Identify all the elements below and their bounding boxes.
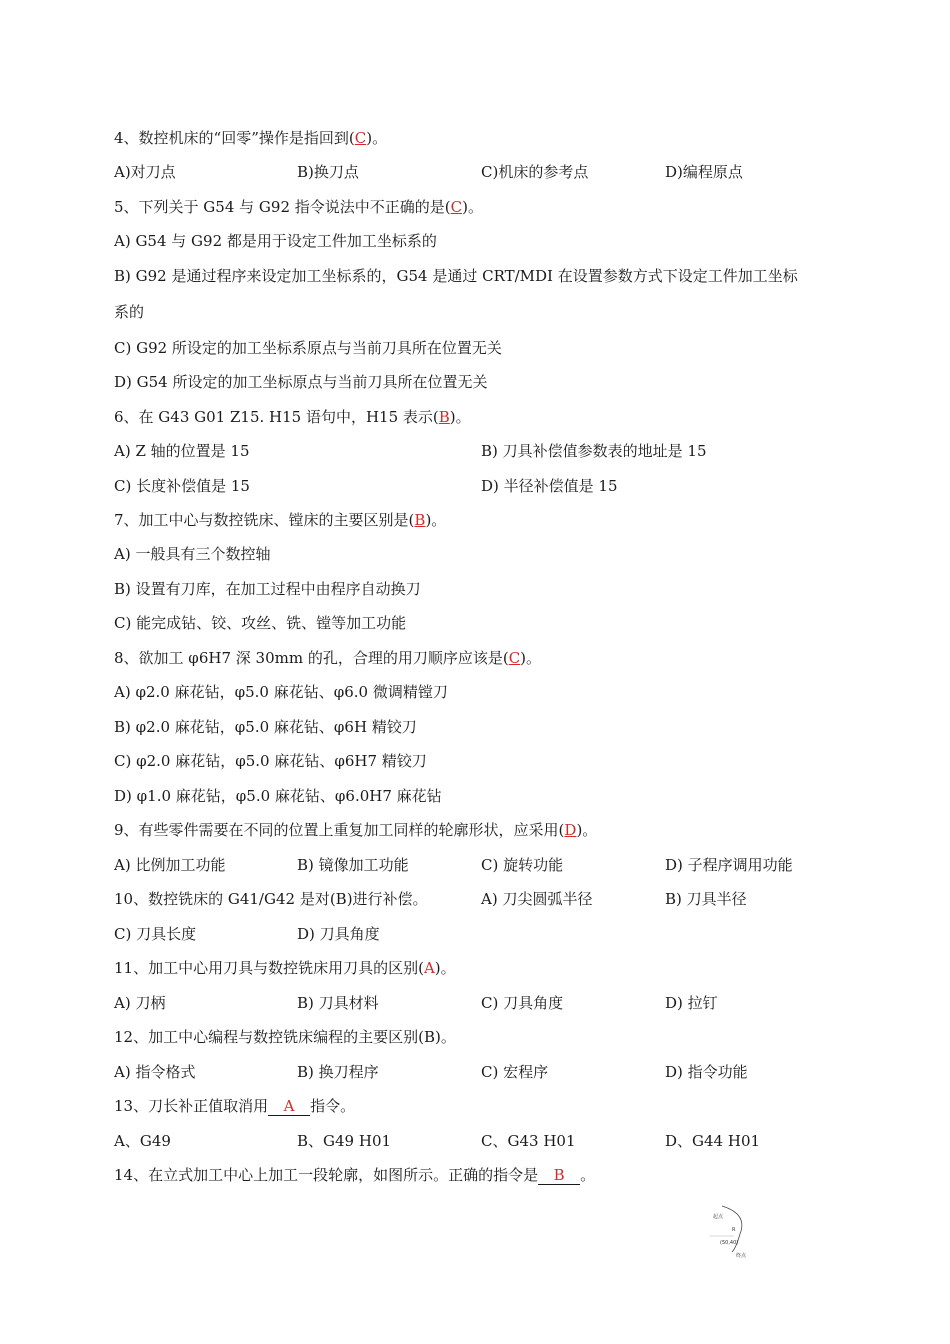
option-c: C)机床的参考点: [481, 163, 589, 181]
question-5: 5、下列关于 G54 与 G92 指令说法中不正确的是(C)。: [114, 198, 483, 216]
answer-13: A: [268, 1098, 310, 1116]
option-c: C、G43 H01: [481, 1132, 576, 1150]
label-radius: R: [732, 1227, 736, 1233]
question-5-option-b-cont: 系的: [114, 303, 145, 321]
option-a: A) 刀尖圆弧半径: [481, 890, 593, 908]
answer-10: B: [335, 890, 347, 908]
option-a: A) 比例加工功能: [114, 856, 226, 874]
option-c: C) 旋转功能: [481, 856, 564, 874]
answer-8: C: [508, 649, 521, 667]
question-8-option-a: A) φ2.0 麻花钻，φ5.0 麻花钻、φ6.0 微调精镗刀: [114, 683, 448, 701]
option-a: A) 指令格式: [114, 1063, 196, 1081]
answer-9: D: [564, 821, 577, 839]
question-13: 13、刀长补正值取消用 A 指令。: [114, 1097, 356, 1115]
option-a: A、G49: [114, 1132, 171, 1150]
option-b: B) 刀具补偿值参数表的地址是 15: [481, 442, 707, 460]
option-a: A) 刀柄: [114, 994, 166, 1012]
answer-14: B: [538, 1167, 580, 1185]
option-b: B) 刀具半径: [665, 890, 747, 908]
question-14: 14、在立式加工中心上加工一段轮廓，如图所示。正确的指令是 B 。: [114, 1166, 596, 1184]
answer-6: B: [438, 408, 450, 426]
question-6: 6、在 G43 G01 Z15. H15 语句中，H15 表示(B)。: [114, 408, 471, 426]
label-center: (50,40): [720, 1240, 739, 1246]
option-a: A) Z 轴的位置是 15: [114, 442, 250, 460]
option-d: D) 指令功能: [665, 1063, 748, 1081]
option-d: D) 刀具角度: [297, 925, 380, 943]
question-12: 12、加工中心编程与数控铣床编程的主要区别(B)。: [114, 1028, 456, 1046]
question-5-option-c: C) G92 所设定的加工坐标系原点与当前刀具所在位置无关: [114, 339, 502, 357]
answer-11: A: [423, 959, 435, 977]
option-b: B、G49 H01: [297, 1132, 392, 1150]
question-7-option-b: B) 设置有刀库，在加工过程中由程序自动换刀: [114, 580, 421, 598]
option-b: B) 换刀程序: [297, 1063, 379, 1081]
option-a: A)对刀点: [114, 163, 176, 181]
answer-5: C: [450, 198, 463, 216]
option-d: D) 半径补偿值是 15: [481, 477, 618, 495]
option-b: B)换刀点: [297, 163, 359, 181]
arc-diagram: [700, 1200, 760, 1270]
option-c: C) 刀具角度: [481, 994, 564, 1012]
question-8-option-c: C) φ2.0 麻花钻，φ5.0 麻花钻、φ6H7 精铰刀: [114, 752, 427, 770]
question-5-option-a: A) G54 与 G92 都是用于设定工件加工坐标系的: [114, 232, 437, 250]
question-7: 7、加工中心与数控铣床、镗床的主要区别是(B)。: [114, 511, 447, 529]
option-c: C) 刀具长度: [114, 925, 197, 943]
option-d: D)编程原点: [665, 163, 743, 181]
option-d: D) 拉钉: [665, 994, 718, 1012]
question-8: 8、欲加工 φ6H7 深 30mm 的孔，合理的用刀顺序应该是(C)。: [114, 649, 542, 667]
question-11: 11、加工中心用刀具与数控铣床用刀具的区别(A)。: [114, 959, 456, 977]
question-7-option-a: A) 一般具有三个数控轴: [114, 545, 271, 563]
contour-figure: [700, 1200, 760, 1270]
option-c: C) 长度补偿值是 15: [114, 477, 250, 495]
question-7-option-c: C) 能完成钻、铰、攻丝、铣、镗等加工功能: [114, 614, 407, 632]
option-b: B) 刀具材料: [297, 994, 379, 1012]
question-4: 4、数控机床的“回零”操作是指回到(C)。: [114, 129, 388, 147]
question-5-option-b: B) G92 是通过程序来设定加工坐标系的，G54 是通过 CRT/MDI 在设置参数方式下设定工件加工坐标: [114, 267, 798, 285]
question-8-option-b: B) φ2.0 麻花钻，φ5.0 麻花钻、φ6H 精铰刀: [114, 718, 417, 736]
label-end: 终点: [736, 1253, 747, 1259]
answer-4: C: [354, 129, 367, 147]
option-c: C) 宏程序: [481, 1063, 549, 1081]
option-b: B) 镜像加工功能: [297, 856, 409, 874]
option-d: D) 子程序调用功能: [665, 856, 793, 874]
question-8-option-d: D) φ1.0 麻花钻，φ5.0 麻花钻、φ6.0H7 麻花钻: [114, 787, 442, 805]
question-9: 9、有些零件需要在不同的位置上重复加工同样的轮廓形状，应采用(D)。: [114, 821, 598, 839]
answer-7: B: [414, 511, 426, 529]
answer-12: B: [423, 1028, 435, 1046]
label-start: 起点: [713, 1214, 724, 1220]
option-d: D、G44 H01: [665, 1132, 761, 1150]
document-page: 4、数控机床的“回零”操作是指回到(C)。 A)对刀点 B)换刀点 C)机床的参考点 D)编程原点 5、下列关于 G54 与 G92 指令说法中不正确的是(C)。 A) G54 与 G92 都是用于设定工件加工坐标系的 B) G92 是通过程序来设定加工坐标系的，G54 是通过 CRT/MDI 在设置参数方式下设定工件加工坐标 系的 C) G92 所设定的加工坐标系原点与当前刀具所在位置无关 D) G54 所设定的加工坐标原点与当前刀具所在位置无关 6、在 G43 G01 Z15. H15 语句中，H15 表示(B)。 A) Z 轴的位置是 15 B) 刀具补偿值参数表的地址是 15 C) 长度补偿值是 15 D) 半径补偿值是 15 7、加工中心与数控铣床、镗床的主要区别是(B)。 A) 一般具有三个数控轴 B) 设置有刀库，在加工过程中由程序自动换刀 C) 能完成钻、铰、攻丝、铣、镗等加工功能 8、欲加工 φ6H7 深 30mm 的孔，合理的用刀顺序应该是(C)。 A) φ2.0 麻花钻，φ5.0 麻花钻、φ6.0 微调精镗刀 B) φ2.0 麻花钻，φ5.0 麻花钻、φ6H 精铰刀 C) φ2.0 麻花钻，φ5.0 麻花钻、φ6H7 精铰刀 D) φ1.0 麻花钻，φ5.0 麻花钻、φ6.0H7 麻花钻 9、有些零件需要在不同的位置上重复加工同样的轮廓形状，应采用(D)。 A) 比例加工功能 B) 镜像加工功能 C) 旋转功能 D) 子程序调用功能 10、数控铣床的 G41/G42 是对(B)进行补偿。 A) 刀尖圆弧半径 B) 刀具半径 C) 刀具长度 D) 刀具角度 11、加工中心用刀具与数控铣床用刀具的区别(A)。 A) 刀柄 B) 刀具材料 C) 刀具角度 D) 拉钉 12、加工中心编程与数控铣床编程的主要区别(B)。 A) 指令格式 B) 换刀程序 C) 宏程序 D) 指令功能 13、刀长补正值取消用 A 指令。 A、G49 B、G49 H01 C、G43 H01 D、G44 H01 14、在立式加工中心上加工一段轮廓，如图所示。正确的指令是 B 。 起点 R (50,40) 终点: [0, 0, 950, 1344]
question-5-option-d: D) G54 所设定的加工坐标原点与当前刀具所在位置无关: [114, 373, 488, 391]
